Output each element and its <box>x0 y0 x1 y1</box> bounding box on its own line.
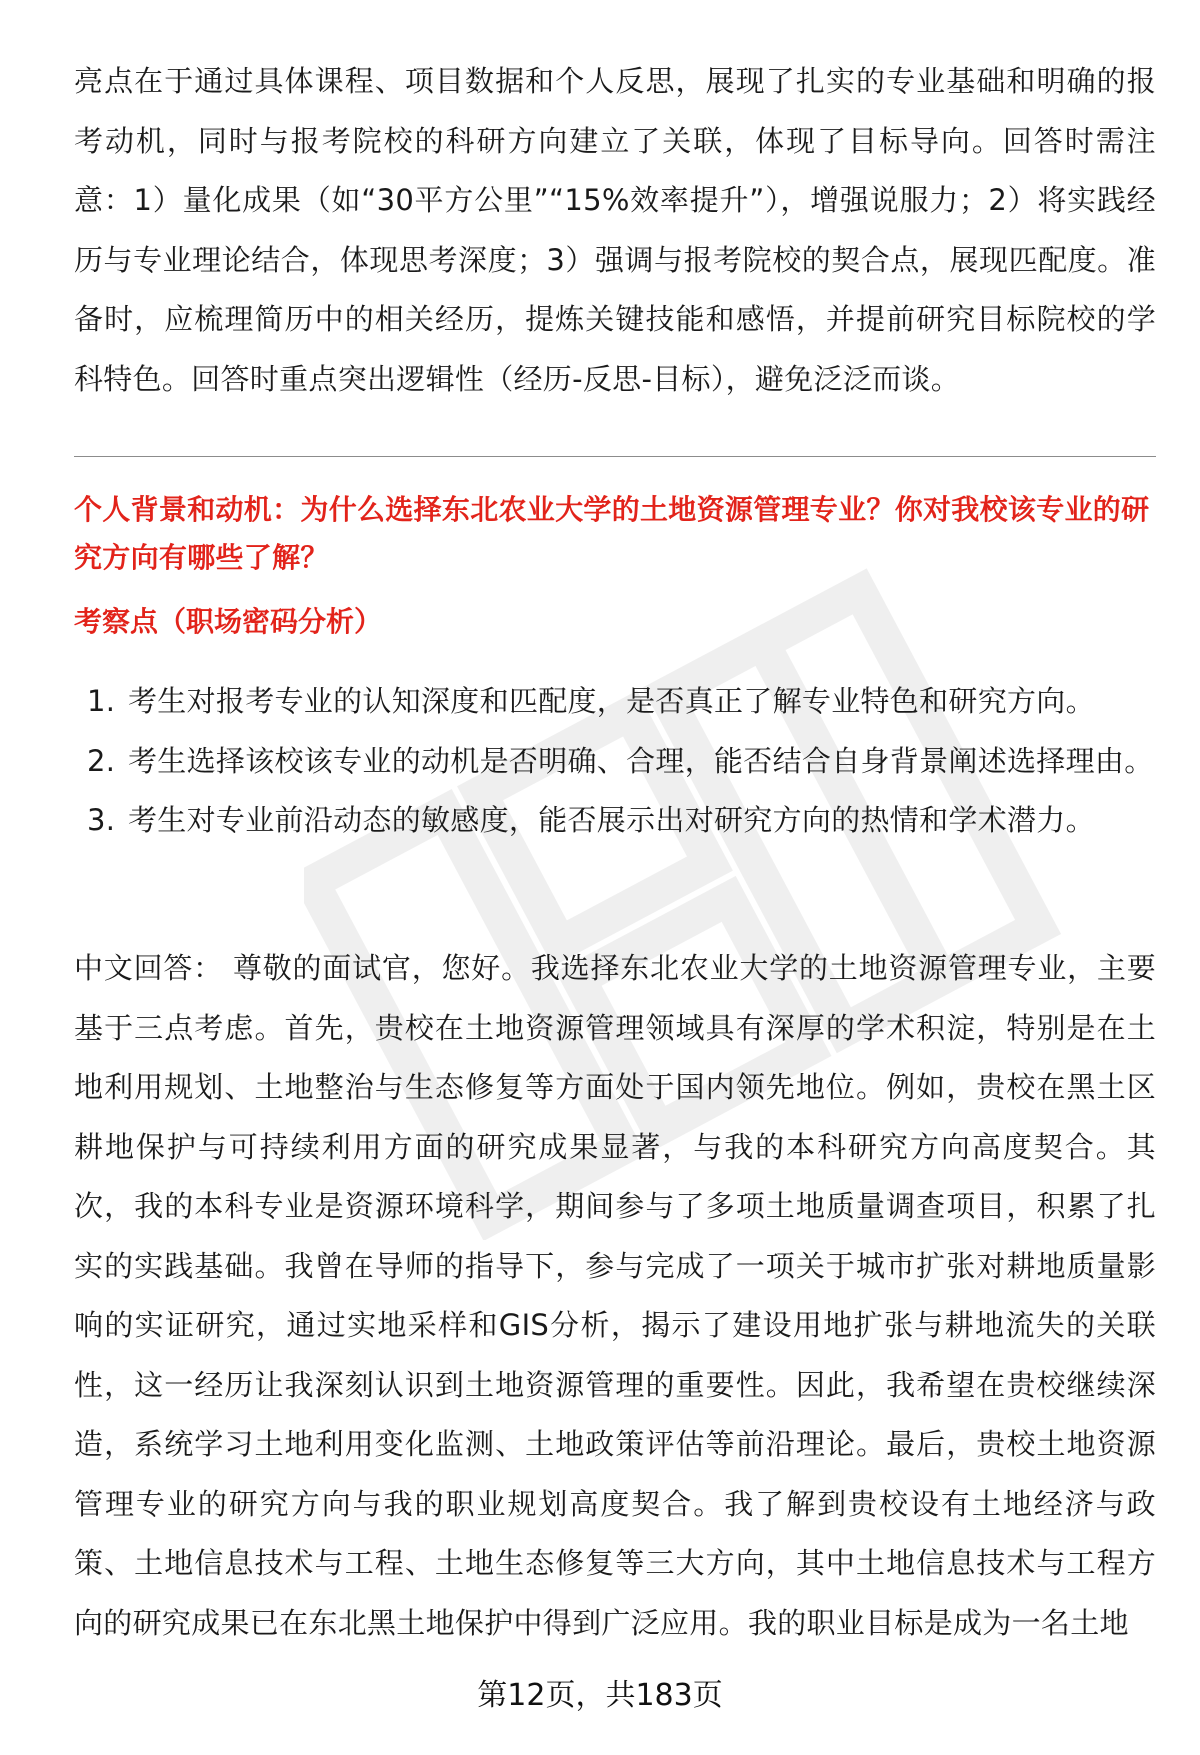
document-page <box>74 0 1156 1755</box>
list-item-text: 考生对报考专业的认知深度和匹配度，是否真正了解专业特色和研究方向。 <box>128 684 1095 718</box>
section-divider <box>74 456 1156 457</box>
list-item-number: 1. <box>87 684 116 718</box>
list-item-text: 考生选择该校该专业的动机是否明确、合理，能否结合自身背景阐述选择理由。 <box>128 743 1154 778</box>
list-item <box>74 672 1156 732</box>
list-item-number: 2. <box>87 743 116 778</box>
intro-paragraph: 亮点在于通过具体课程、项目数据和个人反思，展现了扎实的专业基础和明确的报考动机，同时与报考院校的科研方向建立了关联，体现了目标导向。回答时需注意：1）量化成果（如“30平方公里”“15%效率提升”），增强说服力；2）将实践经历与专业理论结合，体现思考深度；3）强调与报考院校的契合点，展现匹配度。准备时，应梳理简历中的相关经历，提炼关键技能和感悟，并提前研究目标院校的学科特色。回答时重点突出逻辑性（经历-反思-目标），避免泛泛而谈。 <box>74 64 1156 396</box>
page-number-footer: 第12页，共183页 <box>477 1678 723 1713</box>
list-item <box>74 732 1156 792</box>
list-item-text: 考生对专业前沿动态的敏感度，能否展示出对研究方向的热情和学术潜力。 <box>128 803 1095 837</box>
assessment-heading: 考察点（职场密码分析） <box>74 605 383 638</box>
assessment-points-list <box>74 672 1156 851</box>
answer-paragraph: 中文回答： 尊敬的面试官，您好。我选择东北农业大学的土地资源管理专业，主要基于三点考虑。首先，贵校在土地资源管理领域具有深厚的学术积淀，特别是在土地利用规划、土地整治与生态修复等方面处于国内领先地位。例如，贵校在黑土区耕地保护与可持续利用方面的研究成果显著，与我的本科研究方向高度契合。其次，我的本科专业是资源环境科学，期间参与了多项土地质量调查项目，积累了扎实的实践基础。我曾在导师的指导下，参与完成了一项关于城市扩张对耕地质量影响的实证研究，通过实地采样和GIS分析，揭示了建设用地扩张与耕地流失的关联性，这一经历让我深刻认识到土地资源管理的重要性。因此，我希望在贵校继续深造，系统学习土地利用变化监测、土地政策评估等前沿理论。最后，贵校土地资源管理专业的研究方向与我的职业规划高度契合。我了解到贵校设有土地经济与政策、土地信息技术与工程、土地生态修复等三大方向，其中土地信息技术与工程方向的研究成果已在东北黑土地保护中得到广泛应用。我的职业目标是成为一名土地 <box>74 951 1156 1640</box>
list-item-number: 3. <box>87 803 116 837</box>
list-item <box>74 791 1156 851</box>
question-title: 个人背景和动机：为什么选择东北农业大学的土地资源管理专业？你对我校该专业的研究方向有哪些了解？ <box>74 493 1150 574</box>
